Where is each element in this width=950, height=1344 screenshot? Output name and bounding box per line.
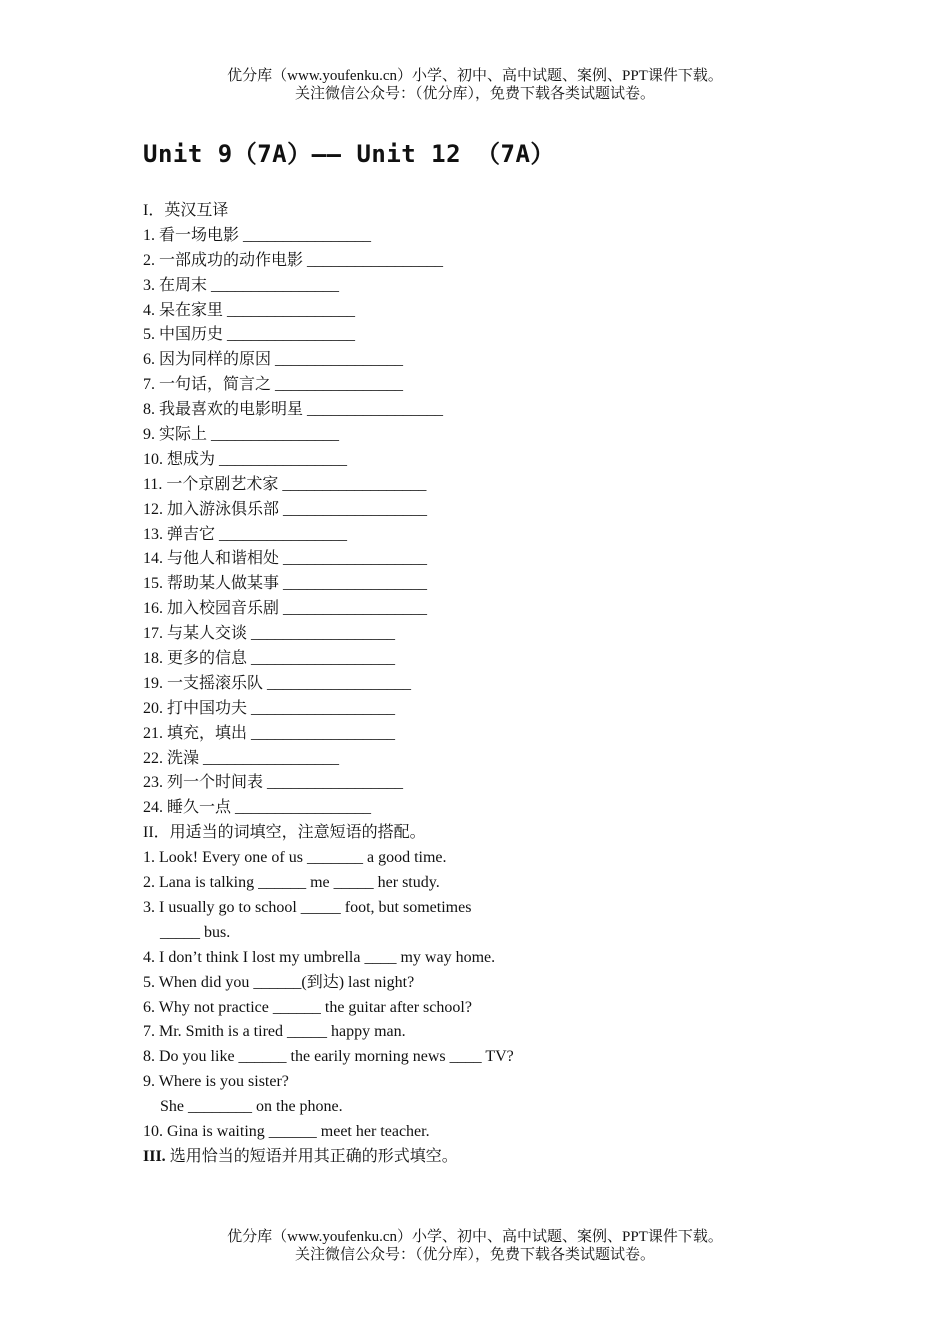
fill-blank-item-continuation: She ________ on the phone.: [160, 1098, 343, 1116]
translation-item: 14. 与他人和谐相处 __________________: [143, 550, 428, 568]
fill-blank-item: 7. Mr. Smith is a tired _____ happy man.: [143, 1023, 406, 1041]
translation-item: 1. 看一场电影 ________________: [143, 226, 372, 244]
translation-item: 13. 弹吉它 ________________: [143, 525, 348, 543]
translation-item: 4. 呆在家里 ________________: [143, 301, 356, 319]
section-1-list: [143, 224, 843, 821]
page-header: [0, 67, 950, 103]
fill-blank-item: 6. Why not practice ______ the guitar after school?: [143, 998, 472, 1016]
translation-item: 3. 在周末 ________________: [143, 276, 340, 294]
fill-blank-item: 5. When did you ______(到达) last night?: [143, 973, 415, 991]
fill-blank-item: 9. Where is you sister?: [143, 1073, 289, 1091]
header-line-2: 关注微信公众号：（优分库），免费下载各类试题试卷。: [294, 86, 655, 102]
section-2-list: [143, 846, 843, 1145]
fill-blank-item: 2. Lana is talking ______ me _____ her study.: [143, 874, 440, 892]
translation-item: 20. 打中国功夫 __________________: [143, 699, 396, 717]
worksheet-body: [143, 199, 843, 1170]
translation-item: 9. 实际上 ________________: [143, 426, 340, 444]
translation-item: 8. 我最喜欢的电影明星 _________________: [143, 401, 444, 419]
fill-blank-item: 10. Gina is waiting ______ meet her teacher.: [143, 1122, 430, 1140]
translation-item: 23. 列一个时间表 _________________: [143, 774, 404, 792]
section-2-heading: II．用适当的词填空，注意短语的搭配。: [143, 824, 426, 842]
page-title: Unit 9（7A）—— Unit 12 （7A）: [143, 140, 555, 168]
translation-item: 19. 一支摇滚乐队 __________________: [143, 674, 412, 692]
translation-item: 10. 想成为 ________________: [143, 450, 348, 468]
translation-item: 21. 填充，填出 __________________: [143, 724, 396, 742]
translation-item: 6. 因为同样的原因 ________________: [143, 351, 404, 369]
footer-line-1: 优分库（www.youfenku.cn）小学、初中、高中试题、案例、PPT课件下载。: [227, 1229, 723, 1245]
fill-blank-item: 3. I usually go to school _____ foot, but sometimes: [143, 898, 472, 916]
translation-item: 12. 加入游泳俱乐部 __________________: [143, 500, 428, 518]
translation-item: 11. 一个京剧艺术家 __________________: [143, 475, 427, 493]
translation-item: 24. 睡久一点 _________________: [143, 799, 372, 817]
footer-line-2: 关注微信公众号：（优分库），免费下载各类试题试卷。: [294, 1247, 655, 1263]
translation-item: 2. 一部成功的动作电影 _________________: [143, 251, 444, 269]
translation-item: 5. 中国历史 ________________: [143, 326, 356, 344]
section-3-numeral: III.: [143, 1147, 166, 1165]
translation-item: 15. 帮助某人做某事 __________________: [143, 575, 428, 593]
fill-blank-item-continuation: _____ bus.: [160, 923, 231, 941]
section-3-heading-text: 选用恰当的短语并用其正确的形式填空。: [165, 1147, 458, 1165]
translation-item: 22. 洗澡 _________________: [143, 749, 340, 767]
translation-item: 7. 一句话，简言之 ________________: [143, 376, 404, 394]
header-line-1: 优分库（www.youfenku.cn）小学、初中、高中试题、案例、PPT课件下载。: [227, 68, 723, 84]
fill-blank-item: 1. Look! Every one of us _______ a good time.: [143, 849, 447, 867]
section-3-heading: [143, 1145, 843, 1170]
translation-item: 17. 与某人交谈 __________________: [143, 625, 396, 643]
fill-blank-item: 8. Do you like ______ the earily morning news ____ TV?: [143, 1048, 514, 1066]
translation-item: 18. 更多的信息 __________________: [143, 650, 396, 668]
section-1-heading: I．英汉互译: [143, 202, 229, 219]
translation-item: 16. 加入校园音乐剧 __________________: [143, 600, 428, 618]
page-footer: [0, 1228, 950, 1264]
fill-blank-item: 4. I don’t think I lost my umbrella ____ my way home.: [143, 948, 496, 966]
